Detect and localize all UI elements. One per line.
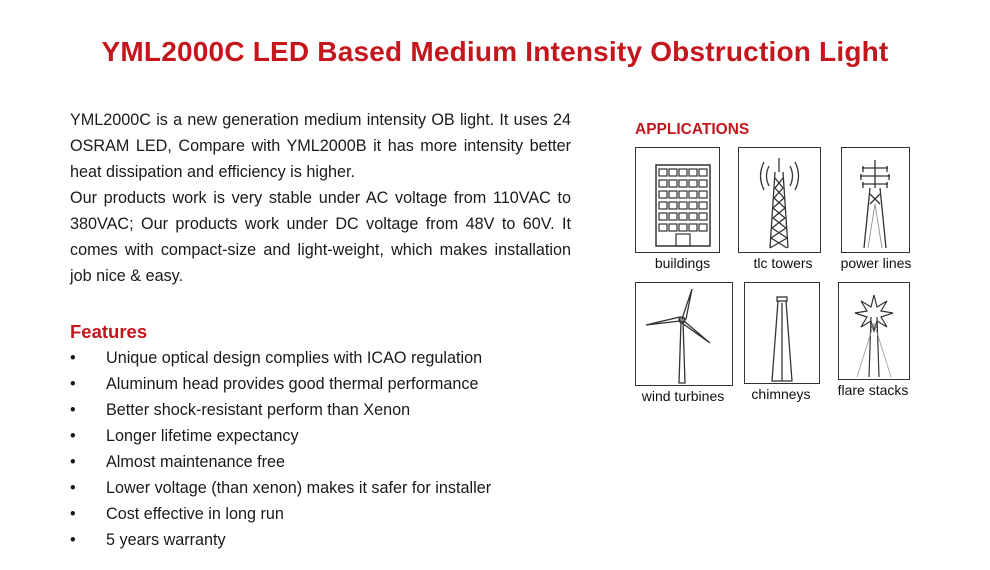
power-line-pylon-icon <box>841 147 910 253</box>
application-label-wind-turbines: wind turbines <box>641 388 725 404</box>
bullet: • <box>70 427 76 445</box>
feature-text: Lower voltage (than xenon) makes it safer for installer <box>106 479 492 497</box>
bullet: • <box>70 505 76 523</box>
list-item <box>70 449 491 475</box>
chimney-icon <box>744 282 820 384</box>
flare-stack-icon <box>838 282 910 380</box>
application-label-power-lines: power lines <box>840 255 912 271</box>
feature-text: Longer lifetime expectancy <box>106 427 299 445</box>
intro-text <box>70 107 571 289</box>
feature-text: 5 years warranty <box>106 531 226 549</box>
intro-paragraph-1: YML2000C is a new generation medium intensity OB light. It uses 24 OSRAM LED, Compare with YML2000B it has more intensity better heat dissipation and efficiency is higher. <box>70 111 571 181</box>
features-heading: Features <box>70 321 148 342</box>
tlc-tower-icon <box>738 147 821 253</box>
page-title: YML2000C LED Based Medium Intensity Obstruction Light <box>101 36 889 67</box>
bullet: • <box>70 479 76 497</box>
building-icon <box>635 147 720 253</box>
list-item <box>70 475 491 501</box>
list-item <box>70 501 491 527</box>
wind-turbine-icon <box>635 282 733 386</box>
bullet: • <box>70 453 76 471</box>
bullet: • <box>70 401 76 419</box>
application-label-chimneys: chimneys <box>751 386 811 402</box>
list-item <box>70 423 491 449</box>
feature-text: Better shock-resistant perform than Xenon <box>106 401 411 419</box>
feature-text: Aluminum head provides good thermal performance <box>106 375 479 393</box>
feature-text: Unique optical design complies with ICAO regulation <box>106 349 483 367</box>
list-item <box>70 527 491 553</box>
application-label-buildings: buildings <box>654 255 711 271</box>
feature-text: Almost maintenance free <box>106 453 286 471</box>
list-item <box>70 397 491 423</box>
list-item <box>70 371 491 397</box>
bullet: • <box>70 531 76 549</box>
features-list <box>70 345 491 553</box>
applications-heading: APPLICATIONS <box>635 121 750 138</box>
list-item <box>70 345 491 371</box>
bullet: • <box>70 349 76 367</box>
bullet: • <box>70 375 76 393</box>
intro-paragraph-2: Our products work is very stable under AC voltage from 110VAC to 380VAC; Our products work under DC voltage from 48V to 60V. It comes with compact-size and light-weight, which makes installation job nice & easy. <box>70 189 571 285</box>
application-label-flare-stacks: flare stacks <box>837 382 909 398</box>
feature-text: Cost effective in long run <box>106 505 284 523</box>
application-label-tlc-towers: tlc towers <box>753 255 813 271</box>
